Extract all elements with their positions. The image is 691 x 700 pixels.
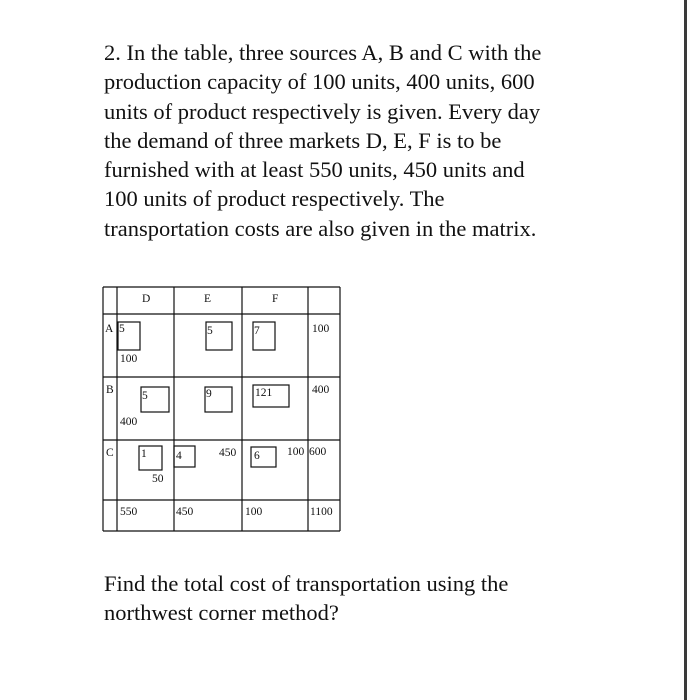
cost-a-f: 7 [254, 325, 260, 337]
col-header-d: D [142, 293, 151, 305]
demand-total: 1100 [310, 506, 333, 518]
question-line: transportation costs are also given in the matrix. [104, 215, 537, 241]
cost-c-d: 1 [141, 448, 147, 460]
supply-c: 600 [309, 446, 327, 458]
alloc-c-e: 450 [219, 447, 237, 459]
demand-f: 100 [245, 506, 263, 518]
demand-e: 450 [176, 506, 194, 518]
footer-line: northwest corner method? [104, 600, 339, 626]
supply-b: 400 [312, 384, 330, 396]
alloc-a-d: 100 [120, 353, 138, 365]
question-line: units of product respectively is given. Every day [104, 98, 541, 124]
alloc-b-d: 400 [120, 416, 138, 428]
row-label-a: A [105, 323, 114, 335]
alloc-c-f: 100 [287, 446, 305, 458]
row-label-b: B [106, 384, 114, 396]
col-header-f: F [272, 293, 279, 305]
cost-b-d: 5 [142, 390, 148, 402]
alloc-c-d: 50 [152, 473, 164, 485]
cost-b-e: 9 [206, 388, 212, 400]
cost-a-e: 5 [207, 325, 213, 337]
cost-c-f: 6 [254, 450, 260, 462]
cost-b-f: 121 [255, 387, 273, 399]
col-header-e: E [204, 293, 212, 305]
row-label-c: C [106, 447, 114, 459]
question-line: 2. In the table, three sources A, B and C with the [104, 40, 542, 65]
question-line: the demand of three markets D, E, F is to be [104, 127, 502, 153]
question-line: production capacity of 100 units, 400 units, 600 [104, 69, 535, 95]
question-line: 100 units of product respectively. The [104, 186, 445, 212]
footer-question [104, 569, 584, 628]
cost-a-d: 5 [119, 323, 125, 335]
demand-d: 550 [120, 506, 138, 518]
question-line: furnished with at least 550 units, 450 units and [104, 157, 525, 183]
cost-c-e: 4 [176, 450, 182, 462]
supply-a: 100 [312, 323, 330, 335]
footer-line: Find the total cost of transportation using the [104, 571, 509, 596]
